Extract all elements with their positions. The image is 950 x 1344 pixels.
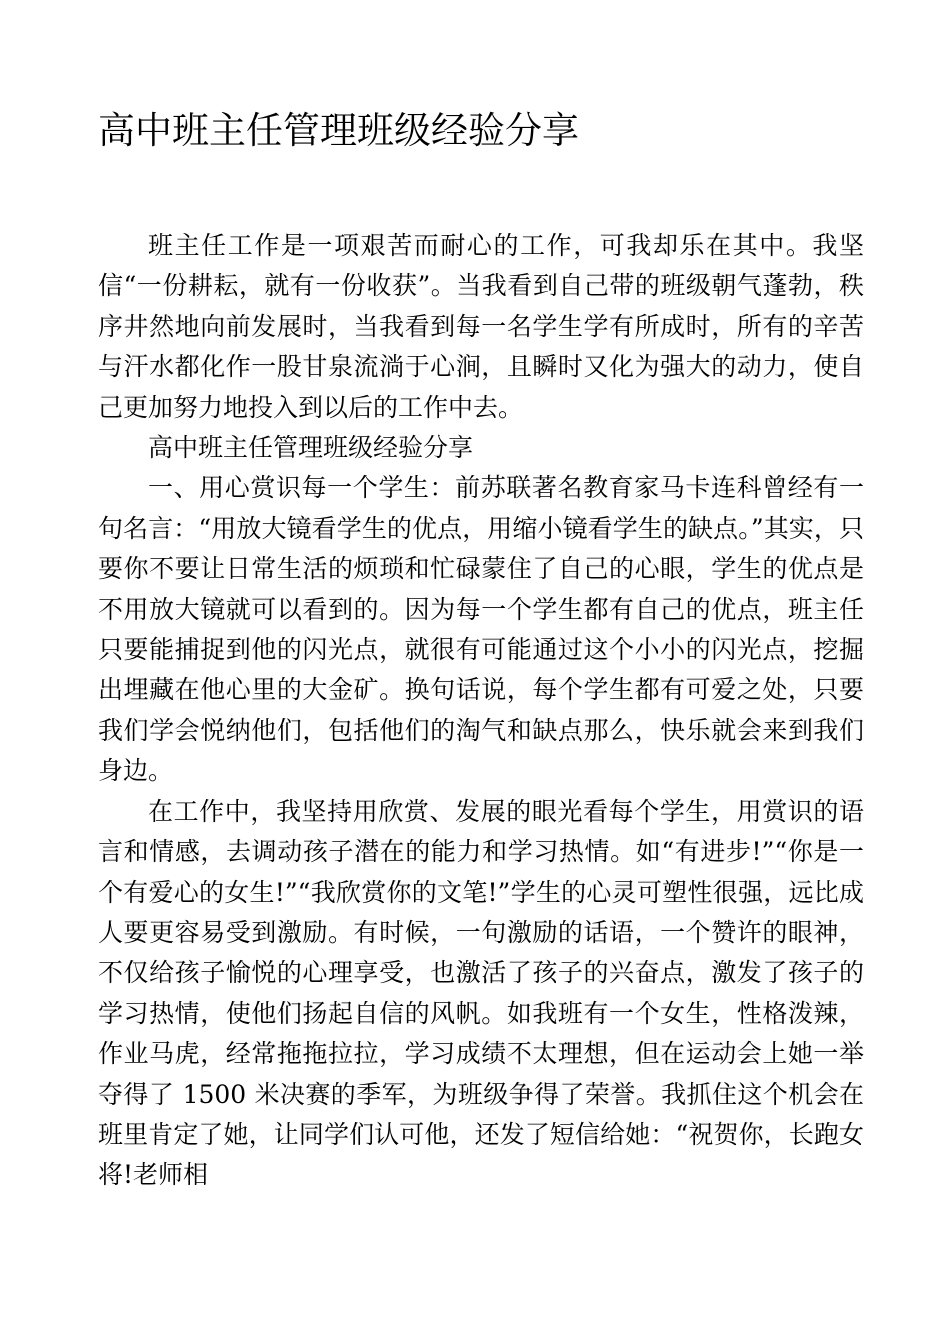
paragraph-intro: 班主任工作是一项艰苦而耐心的工作，可我却乐在其中。我坚信“一份耕耘，就有一份收获”。当我看到自己带的班级朝气蓬勃，秩序井然地向前发展时，当我看到每一名学生学有所成时，所有的辛苦与汗水都化作一股甘泉流淌于心涧，且瞬时又化为强大的动力，使自己更加努力地投入到以后的工作中去。 <box>98 231 864 422</box>
paragraph-work-practice: 在工作中，我坚持用欣赏、发展的眼光看每个学生，用赏识的语言和情感，去调动孩子潜在的能力和学习热情。如“有进步!”“你是一个有爱心的女生!”“我欣赏你的文笔!”学生的心灵可塑性很强，远比成人要更容易受到激励。有时候，一句激励的话语，一个赞许的眼神，不仅给孩子愉悦的心理享受，也激活了孩子的兴奋点，激发了孩子的学习热情，使他们扬起自信的风帆。如我班有一个女生，性格泼辣，作业马虎，经常拖拖拉拉，学习成绩不太理想，但在运动会上她一举夺得了 1500 米决赛的季军，为班级争得了荣誉。我抓住这个机会在班里肯定了她，让同学们认可他，还发了短信给她：“祝贺你，长跑女将!老师相 <box>98 796 864 1190</box>
document-body <box>98 226 864 1196</box>
paragraph-section-one: 一、用心赏识每一个学生：前苏联著名教育家马卡连科曾经有一句名言：“用放大镜看学生的优点，用缩小镜看学生的缺点。”其实，只要你不要让日常生活的烦琐和忙碌蒙住了自己的心眼，学生的优点是不用放大镜就可以看到的。因为每一个学生都有自己的优点，班主任只要能捕捉到他的闪光点，就很有可能通过这个小小的闪光点，挖掘出埋藏在他心里的大金矿。换句话说，每个学生都有可爱之处，只要我们学会悦纳他们，包括他们的淘气和缺点那么，快乐就会来到我们身边。 <box>98 473 864 786</box>
document-title: 高中班主任管理班级经验分享 <box>98 109 579 152</box>
paragraph-subtitle: 高中班主任管理班级经验分享 <box>148 433 474 463</box>
